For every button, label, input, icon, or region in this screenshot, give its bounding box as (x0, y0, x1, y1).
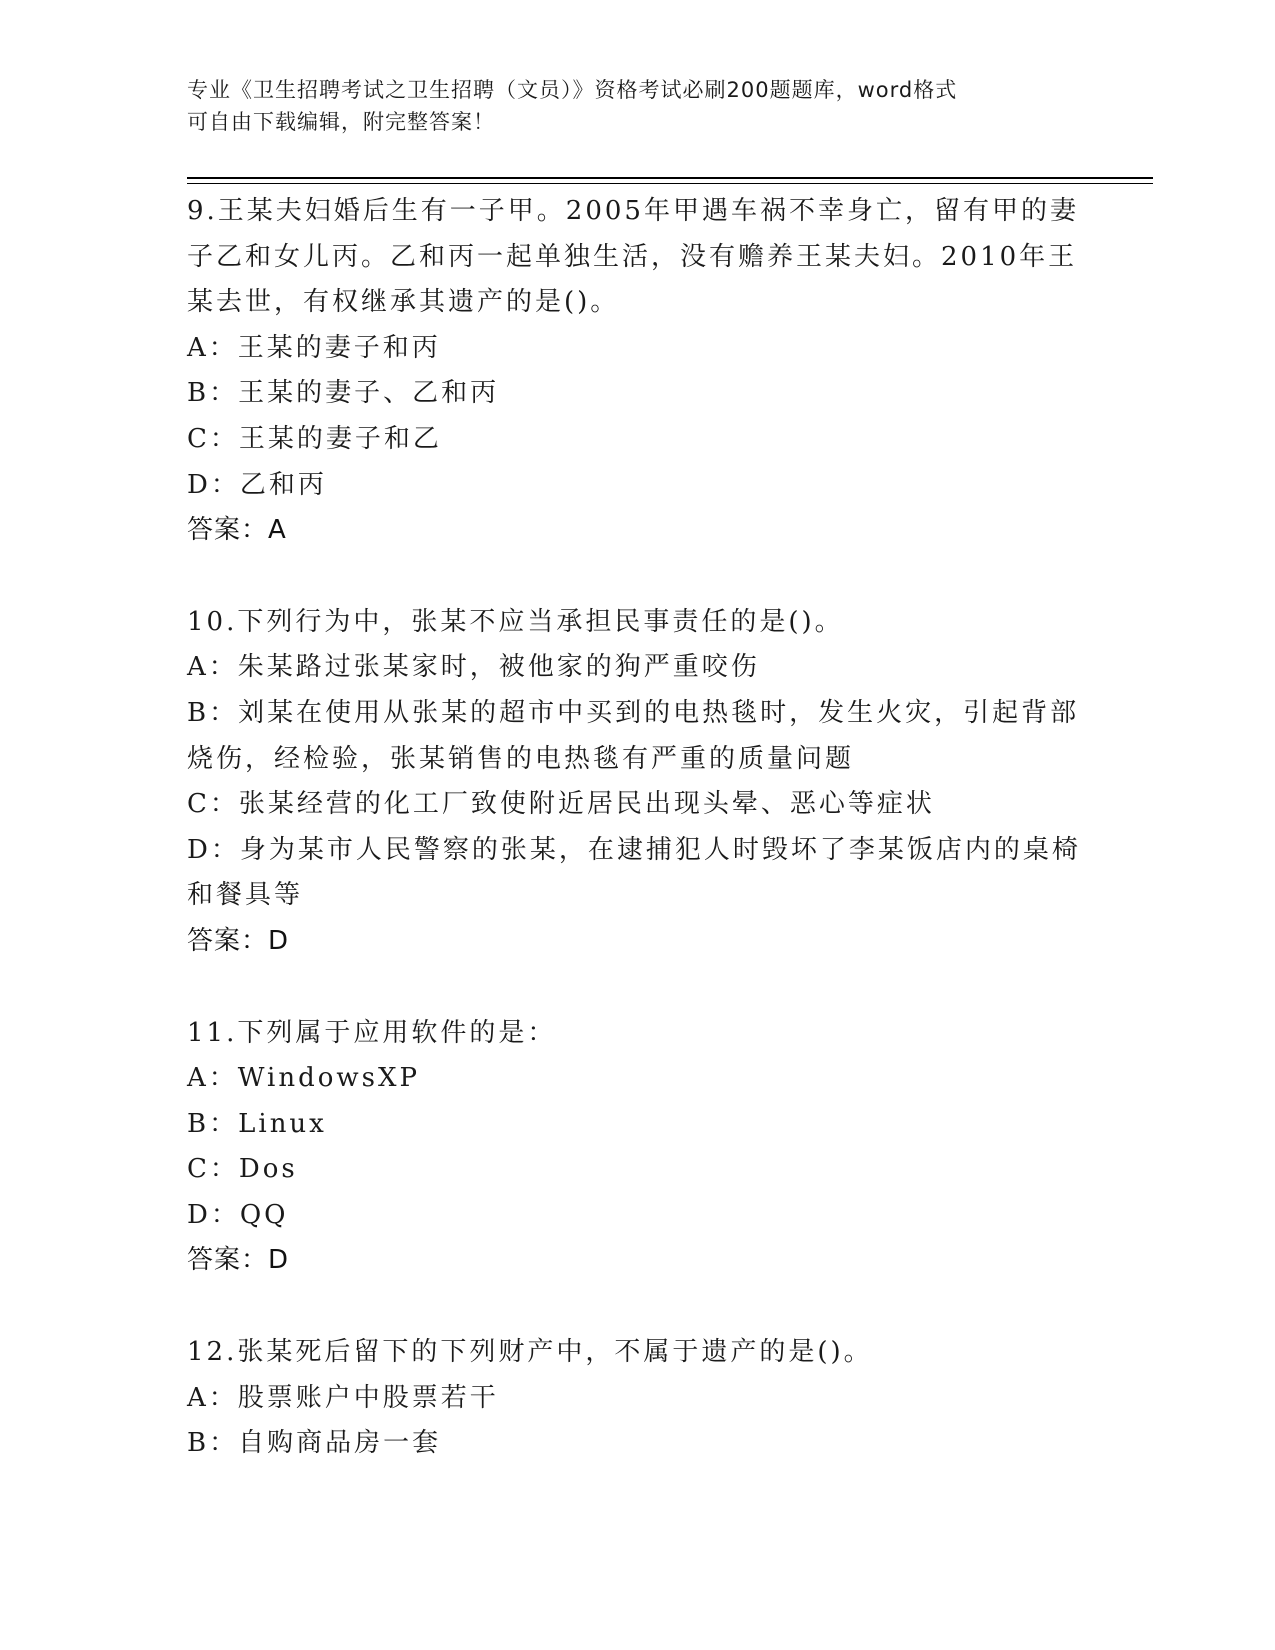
option-line: A：王某的妻子和丙 (187, 332, 441, 363)
option-line: B：王某的妻子、乙和丙 (187, 378, 500, 409)
option-line: B：自购商品房一套 (187, 1428, 442, 1459)
question-block (187, 1330, 1087, 1467)
question-stem-line: 9.王某夫妇婚后生有一子甲。2005年甲遇车祸不幸身亡，留有甲的妻 (187, 196, 1079, 226)
header-divider-thick (187, 177, 1153, 179)
option-line: C：Dos (187, 1154, 298, 1185)
option-line: A：朱某路过张某家时，被他家的狗严重咬伤 (187, 652, 760, 683)
answer-label: 答案：A (187, 515, 287, 546)
option-line: C：张某经营的化工厂致使附近居民出现头晕、恶心等症状 (187, 789, 935, 820)
question-stem-line: 子乙和女儿丙。乙和丙一起单独生活，没有赡养王某夫妇。2010年王 (187, 241, 1078, 272)
option-line: D：QQ (187, 1199, 289, 1230)
header-divider-thin (187, 183, 1153, 184)
option-line: A：WindowsXP (187, 1063, 421, 1094)
question-block (187, 189, 1087, 554)
option-line: B：刘某在使用从张某的超市中买到的电热毯时，发生火灾，引起背部 (187, 697, 1080, 728)
document-header (187, 74, 1067, 138)
question-block (187, 600, 1087, 965)
question-stem-line: 11.下列属于应用软件的是： (187, 1017, 557, 1048)
answer-label: 答案：D (187, 1245, 290, 1276)
option-line: 烧伤，经检验，张某销售的电热毯有严重的质量问题 (187, 743, 855, 774)
option-line: 和餐具等 (187, 880, 304, 911)
option-line: C：王某的妻子和乙 (187, 423, 442, 454)
option-line: D：乙和丙 (187, 469, 327, 500)
question-stem-line: 12.张某死后留下的下列财产中，不属于遗产的是()。 (187, 1337, 873, 1368)
header-line-1: 专业《卫生招聘考试之卫生招聘（文员）》资格考试必刷200题题库，word格式 (187, 78, 958, 102)
answer-label: 答案：D (187, 925, 290, 956)
question-block (187, 1011, 1087, 1285)
question-stem-line: 10.下列行为中，张某不应当承担民事责任的是()。 (187, 606, 844, 637)
question-stem-line: 某去世，有权继承其遗产的是()。 (187, 287, 620, 318)
option-line: B：Linux (187, 1108, 327, 1139)
option-line: D：身为某市人民警察的张某，在逮捕犯人时毁坏了李某饭店内的桌椅 (187, 834, 1081, 865)
header-line-2: 可自由下载编辑，附完整答案！ (187, 110, 495, 134)
option-line: A：股票账户中股票若干 (187, 1382, 499, 1413)
question-list (187, 189, 1087, 1513)
